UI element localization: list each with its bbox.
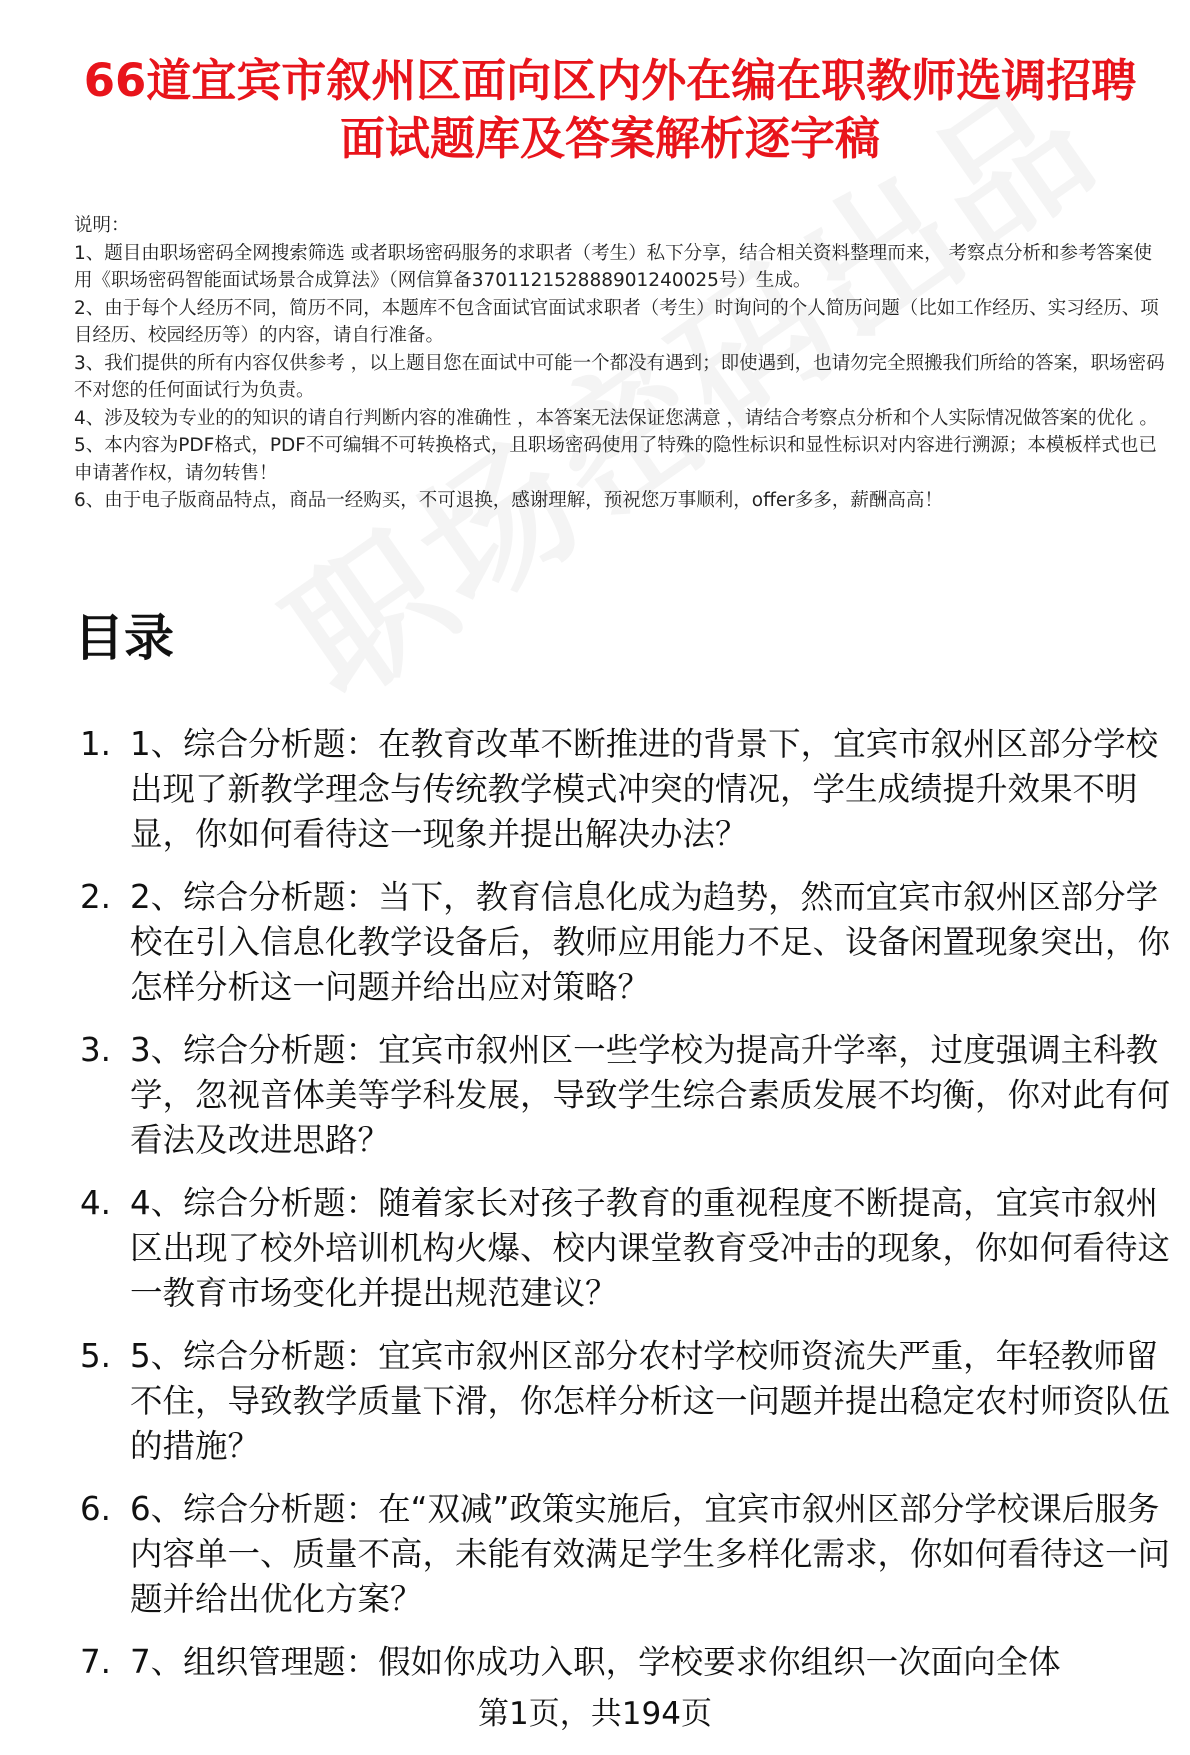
toc-item-number: 6.: [80, 1490, 112, 1528]
document-title: 66道宜宾市叙州区面向区内外在编在职教师选调招聘面试题库及答案解析逐字稿: [83, 54, 1137, 165]
toc-item-number: 3.: [80, 1031, 112, 1069]
toc-item-number: 2.: [80, 878, 112, 916]
note-item: 2、由于每个人经历不同，简历不同，本题库不包含面试官面试求职者（考生）时询问的个人简历问题（比如工作经历、实习经历、项目经历、校园经历等）的内容，请自行准备。: [74, 297, 1159, 346]
toc-item-text: 3、综合分析题：宜宾市叙州区一些学校为提高升学率，过度强调主科教学，忽视音体美等学科发展，导致学生综合素质发展不均衡，你对此有何看法及改进思路？: [130, 1031, 1171, 1159]
toc-item-text: 1、综合分析题：在教育改革不断推进的背景下，宜宾市叙州区部分学校出现了新教学理念与传统教学模式冲突的情况，学生成绩提升效果不明显，你如何看待这一现象并提出解决办法？: [130, 725, 1159, 853]
toc-item[interactable]: [74, 875, 1170, 1010]
toc-item[interactable]: [74, 1181, 1170, 1316]
toc-item-text: 5、综合分析题：宜宾市叙州区部分农村学校师资流失严重，年轻教师留不住，导致教学质量下滑，你怎样分析这一问题并提出稳定农村师资队伍的措施？: [130, 1337, 1171, 1465]
note-item: 3、我们提供的所有内容仅供参考 ，以上题目您在面试中可能一个都没有遇到；即使遇到，也请勿完全照搬我们所给的答案，职场密码不对您的任何面试行为负责。: [74, 352, 1165, 401]
toc-item-number: 5.: [80, 1337, 112, 1375]
note-item: 4、涉及较为专业的的知识的请自行判断内容的准确性 ，本答案无法保证您满意 ，请结合考察点分析和个人实际情况做答案的优化 。: [74, 407, 1158, 429]
page-footer: 第1页，共194页: [478, 1696, 712, 1732]
toc-item-text: 6、综合分析题：在“双减”政策实施后，宜宾市叙州区部分学校课后服务内容单一、质量不高，未能有效满足学生多样化需求，你如何看待这一问题并给出优化方案？: [130, 1490, 1171, 1618]
note-item: 1、题目由职场密码全网搜索筛选 或者职场密码服务的求职者（考生）私下分享，结合相关资料整理而来， 考察点分析和参考答案使用《职场密码智能面试场景合成算法》（网信算备370112152888901240025号）生成。: [74, 242, 1153, 291]
notes-section: [74, 212, 1166, 515]
toc-item-number: 1.: [80, 725, 112, 763]
toc-item[interactable]: [74, 1028, 1170, 1163]
toc-item-text: 4、综合分析题：随着家长对孩子教育的重视程度不断提高，宜宾市叙州区出现了校外培训机构火爆、校内课堂教育受冲击的现象，你如何看待这一教育市场变化并提出规范建议？: [130, 1184, 1171, 1312]
toc-item[interactable]: [74, 1334, 1170, 1469]
toc-item[interactable]: [74, 722, 1170, 857]
toc-item-text: 7、组织管理题：假如你成功入职，学校要求你组织一次面向全体: [130, 1643, 1061, 1681]
toc-item[interactable]: [74, 1640, 1170, 1685]
toc-item-number: 7.: [80, 1643, 112, 1681]
notes-heading: 说明：: [74, 215, 130, 236]
note-item: 6、由于电子版商品特点，商品一经购买，不可退换，感谢理解，预祝您万事顺利，offer多多，薪酬高高！: [74, 490, 943, 511]
toc-heading: 目录: [74, 609, 174, 667]
note-item: 5、本内容为PDF格式，PDF不可编辑不可转换格式，且职场密码使用了特殊的隐性标识和显性标识对内容进行溯源；本模板样式也已申请著作权，请勿转售！: [74, 435, 1157, 484]
table-of-contents: [74, 722, 1170, 1703]
toc-item-number: 4.: [80, 1184, 112, 1222]
toc-item-text: 2、综合分析题：当下，教育信息化成为趋势，然而宜宾市叙州区部分学校在引入信息化教学设备后，教师应用能力不足、设备闲置现象突出，你怎样分析这一问题并给出应对策略？: [130, 878, 1171, 1006]
toc-item[interactable]: [74, 1487, 1170, 1622]
